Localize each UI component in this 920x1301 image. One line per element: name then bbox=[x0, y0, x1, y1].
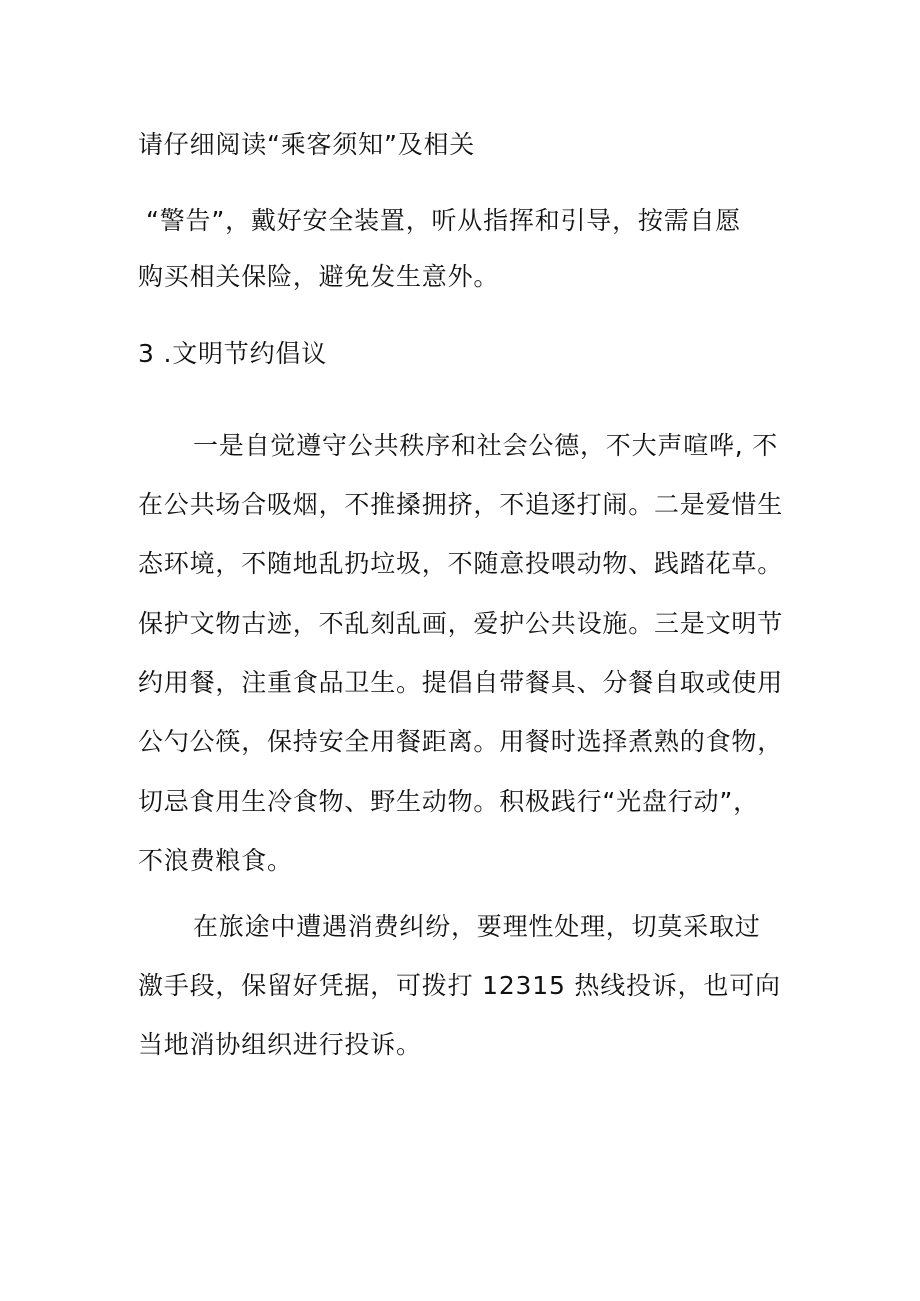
paragraph2-line-3: 当地消协组织进行投诉。 bbox=[138, 1030, 422, 1059]
paragraph1-line-4: 保护文物古迹，不乱刻乱画，爱护公共设施。三是文明节 bbox=[138, 609, 784, 638]
paragraph1-line-2: 在公共场合吸烟，不推搡拥挤，不追逐打闹。二是爱惜生 bbox=[138, 490, 784, 519]
paragraph1-line-7: 切忌食用生冷食物、野生动物。积极践行“光盘行动”， bbox=[138, 787, 759, 816]
paragraph1-line-8: 不浪费粮食。 bbox=[138, 846, 293, 875]
intro-line-3: 购买相关保险，避免发生意外。 bbox=[138, 262, 500, 291]
paragraph2-line-1: 在旅途中遭遇消费纠纷，要理性处理，切莫采取过 bbox=[193, 912, 761, 941]
intro-line-2: “警告”，戴好安全装置，听从指挥和引导，按需自愿 bbox=[146, 206, 742, 235]
paragraph1-line-6: 公勺公筷，保持安全用餐距离。用餐时选择煮熟的食物， bbox=[138, 727, 784, 756]
paragraph2-line-2: 激手段，保留好凭据，可拨打 12315 热线投诉，也可向 bbox=[138, 971, 781, 1000]
paragraph1-line-3: 态环境，不随地乱扔垃圾，不随意投喂动物、践踏花草。 bbox=[138, 549, 784, 578]
paragraph1-line-1: 一是自觉遵守公共秩序和社会公德，不大声喧哗, 不 bbox=[193, 431, 779, 460]
paragraph1-line-5: 约用餐，注重食品卫生。提倡自带餐具、分餐自取或使用 bbox=[138, 668, 784, 697]
section-heading: 3 .文明节约倡议 bbox=[138, 339, 327, 368]
intro-line-1: 请仔细阅读“乘客须知”及相关 bbox=[138, 130, 476, 159]
